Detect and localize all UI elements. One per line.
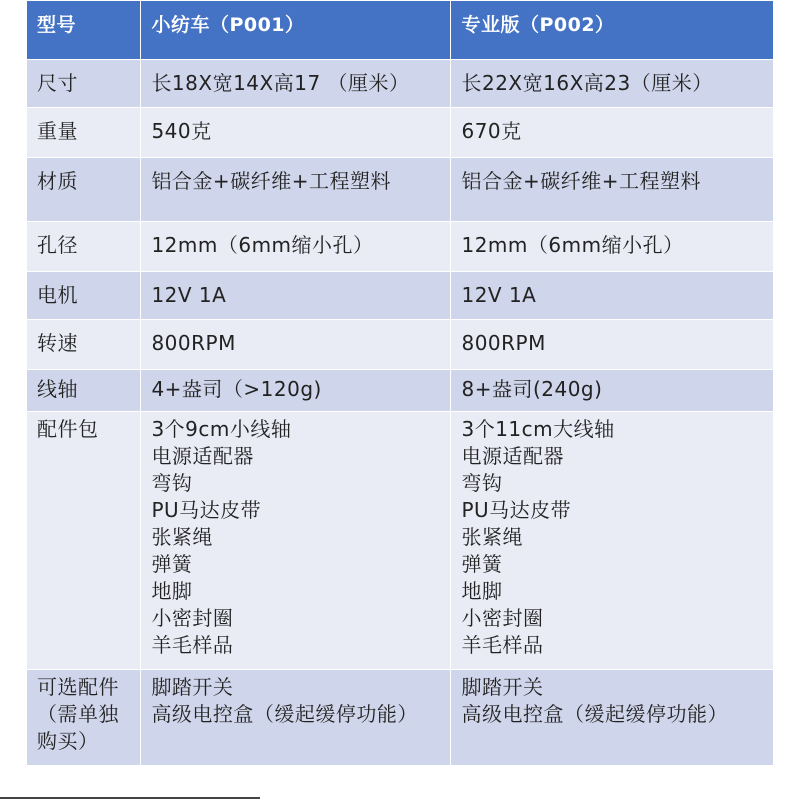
row-value-b: 12mm（6mm缩小孔）: [461, 233, 684, 257]
list-item: 高级电控盒（缓起缓停功能）: [461, 702, 728, 726]
row-label: 孔径: [37, 233, 78, 257]
row-value-a: 4+盎司（>120g): [151, 377, 322, 401]
row-label: 配件包: [37, 417, 99, 441]
table-row-aperture: [27, 222, 774, 272]
row-value-b: 670克: [461, 119, 522, 143]
list-item: 3个11cm大线轴: [461, 417, 615, 441]
row-label: 可选配件: [37, 675, 119, 699]
row-value-b: 800RPM: [461, 331, 546, 355]
header-label-cell: 型号: [27, 1, 141, 60]
accessory-list-a: [151, 412, 450, 667]
row-label: 购买）: [37, 729, 99, 753]
list-item: PU马达皮带: [151, 498, 262, 522]
list-item: 弯钩: [461, 471, 503, 495]
table-row-accessories: [27, 412, 774, 670]
bottom-divider: [0, 797, 260, 799]
list-item: 张紧绳: [461, 525, 523, 549]
row-value-a: 12mm（6mm缩小孔）: [151, 233, 374, 257]
row-label: 电机: [37, 283, 78, 307]
table-row-optional: [27, 670, 774, 766]
table-row-size: [27, 60, 774, 108]
list-item: 弹簧: [151, 552, 193, 576]
row-value-b: 12V 1A: [461, 283, 537, 307]
table-row-motor: [27, 272, 774, 320]
row-value-a: 长18X宽14X高17 （厘米）: [151, 71, 410, 95]
list-item: 弹簧: [461, 552, 503, 576]
optional-list-b: [461, 670, 773, 736]
list-item: 张紧绳: [151, 525, 213, 549]
list-item: PU马达皮带: [461, 498, 572, 522]
row-value-a: 540克: [151, 119, 212, 143]
list-item: 地脚: [151, 579, 193, 603]
row-value-a: 12V 1A: [151, 283, 227, 307]
list-item: 高级电控盒（缓起缓停功能）: [151, 702, 418, 726]
header-model-a: 小纺车（P001）: [141, 1, 451, 60]
list-item: 羊毛样品: [461, 633, 544, 657]
row-label: （需单独: [37, 702, 119, 726]
header-model-b: 专业版（P002）: [451, 1, 774, 60]
list-item: 小密封圈: [461, 606, 544, 630]
optional-label: [37, 670, 140, 763]
table-row-spool: [27, 370, 774, 412]
row-label: 线轴: [37, 377, 78, 401]
row-label: 转速: [37, 331, 78, 355]
list-item: 3个9cm小线轴: [151, 417, 292, 441]
row-value-a: 铝合金+碳纤维+工程塑料: [151, 169, 391, 193]
list-item: 弯钩: [151, 471, 193, 495]
row-label: 尺寸: [37, 71, 78, 95]
list-item: 小密封圈: [151, 606, 234, 630]
accessory-list-b: [461, 412, 773, 667]
spec-comparison-table: [26, 0, 774, 766]
table-row-weight: [27, 108, 774, 158]
row-value-b: 铝合金+碳纤维+工程塑料: [461, 169, 701, 193]
list-item: 脚踏开关: [151, 675, 234, 699]
row-value-a: 800RPM: [151, 331, 236, 355]
list-item: 电源适配器: [461, 444, 564, 468]
optional-list-a: [151, 670, 450, 736]
table-row-speed: [27, 320, 774, 370]
row-label: 重量: [37, 119, 78, 143]
list-item: 地脚: [461, 579, 503, 603]
table-row-material: [27, 158, 774, 222]
list-item: 脚踏开关: [461, 675, 544, 699]
row-value-b: 长22X宽16X高23（厘米）: [461, 71, 713, 95]
row-value-b: 8+盎司(240g): [461, 377, 603, 401]
table-header-row: [27, 1, 774, 60]
list-item: 羊毛样品: [151, 633, 234, 657]
row-label: 材质: [37, 169, 78, 193]
list-item: 电源适配器: [151, 444, 254, 468]
